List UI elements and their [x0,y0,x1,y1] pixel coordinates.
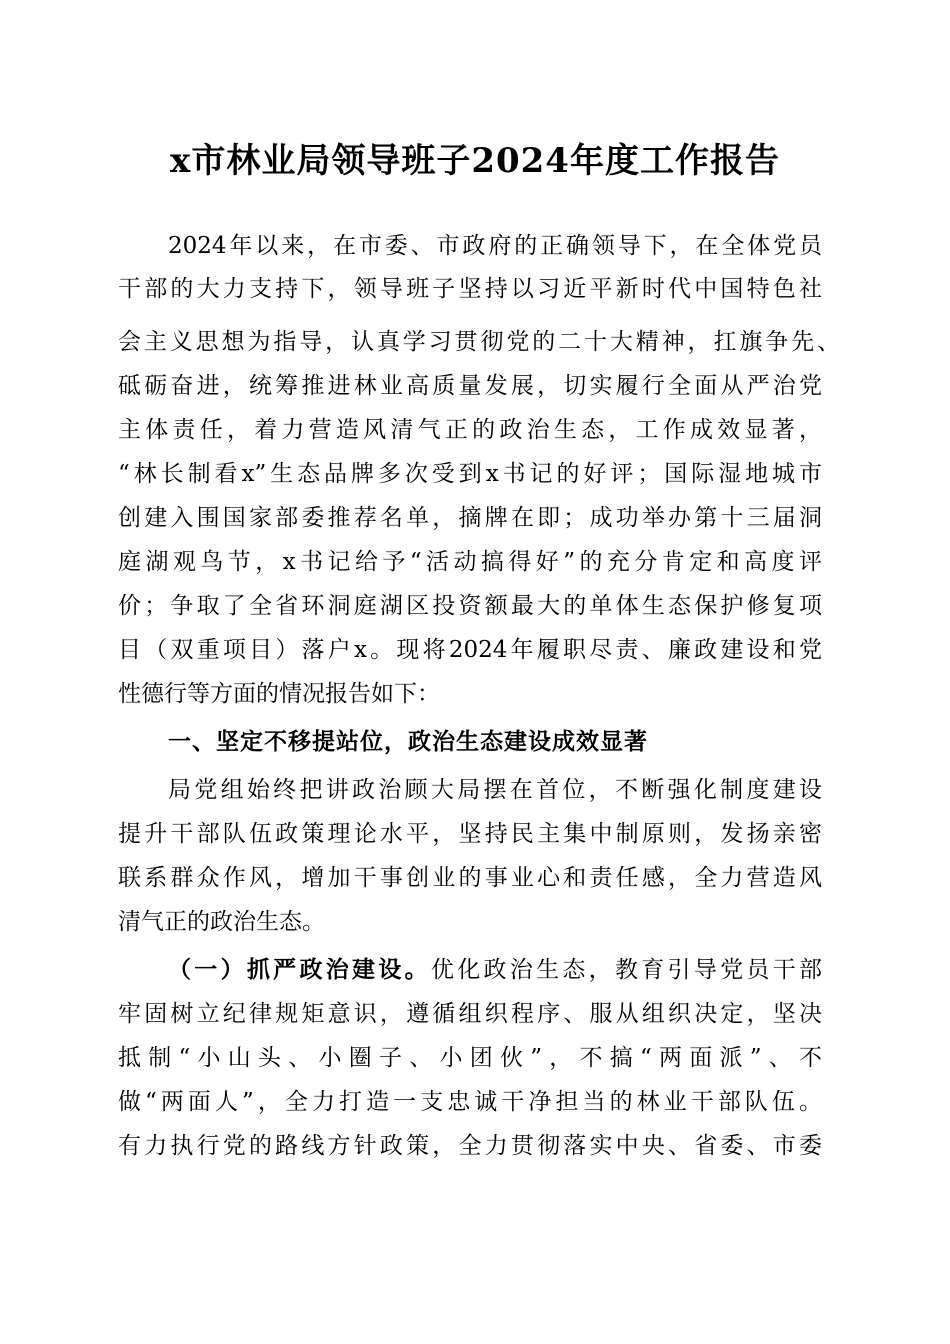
intro-line: 砥砺奋进，统筹推进林业高质量发展，切实履行全面从严治党 [118,373,822,399]
intro-line: 目（双重项目）落户x。现将2024年履职尽责、廉政建设和党 [118,637,822,663]
section1-line: 联系群众作风，增加干事创业的事业心和责任感，全力营造风 [118,865,822,891]
document-title: x市林业局领导班子2024年度工作报告 [170,141,780,181]
section1-line: 局党组始终把讲政治顾大局摆在首位，不断强化制度建设 [168,777,822,803]
subsection-line: 有力执行党的路线方针政策，全力贯彻落实中央、省委、市委 [118,1133,822,1159]
subsection-line: 抵制“小山头、小圈子、小团伙”，不搞“两面派”、不 [118,1045,822,1071]
intro-line: 价；争取了全省环洞庭湖区投资额最大的单体生态保护修复项 [118,593,822,619]
intro-line: 干部的大力支持下，领导班子坚持以习近平新时代中国特色社 [118,276,822,302]
section1-line: 提升干部队伍政策理论水平，坚持民主集中制原则，发扬亲密 [118,821,822,847]
intro-line: 庭湖观鸟节，x书记给予“活动搞得好”的充分肯定和高度评 [118,549,822,575]
intro-line: “林长制看x”生态品牌多次受到x书记的好评；国际湿地城市 [118,461,822,487]
subsection-first-line [168,948,822,992]
intro-line: 会主义思想为指导，认真学习贯彻党的二十大精神，扛旗争先、 [118,329,840,355]
intro-line: 主体责任，着力营造风清气正的政治生态，工作成效显著， [118,417,822,443]
subsection-lead: （一）抓严政治建设。 [168,956,431,983]
subsection-line: 牢固树立纪律规矩意识，遵循组织程序、服从组织决定，坚决 [118,1001,822,1027]
section-heading: 一、坚定不移提站位，政治生态建设成效显著 [168,729,648,755]
subsection-first-rest: 优化政治生态，教育引导党员干部 [430,957,823,983]
intro-line: 2024年以来，在市委、市政府的正确领导下，在全体党员 [168,233,822,259]
subsection-line: 做“两面人”，全力打造一支忠诚干净担当的林业干部队伍。 [118,1089,822,1115]
intro-line: 创建入围国家部委推荐名单，摘牌在即；成功举办第十三届洞 [118,505,822,531]
intro-line: 性德行等方面的情况报告如下： [118,681,440,707]
section1-line: 清气正的政治生态。 [118,909,325,935]
